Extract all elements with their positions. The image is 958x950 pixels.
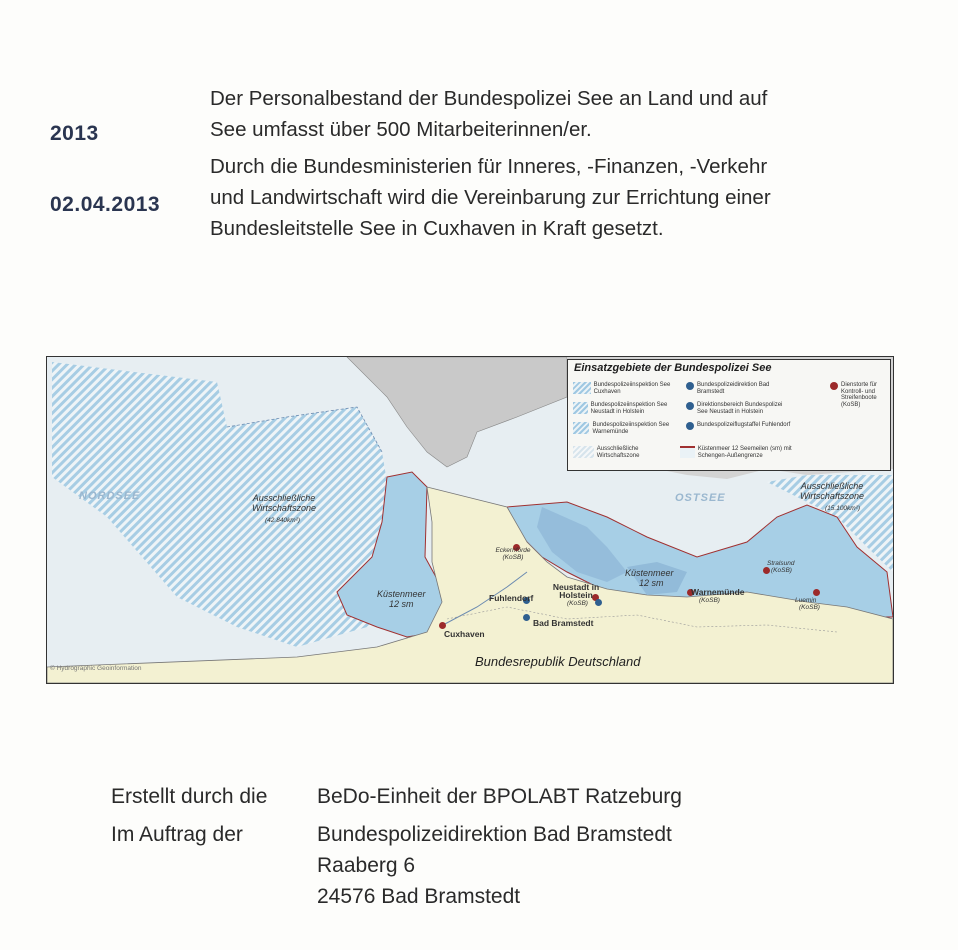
hatch-swatch-icon [573, 422, 589, 434]
label-kuestenmeer-west-sm: 12 sm [389, 599, 414, 609]
city-label: Luemin [795, 597, 817, 604]
timeline-line: Der Personalbestand der Bundespolizei See an Land und auf [210, 87, 768, 110]
timeline-date: 2013 [50, 122, 99, 145]
city-label-sub: (KoSB) [567, 600, 588, 607]
legend-text: Dienstorte für Kontroll- und Streifenboote (KoSB) [841, 382, 878, 408]
timeline-line: und Landwirtschaft wird die Vereinbarung zur Errichtung einer [210, 186, 771, 209]
city-label: Stralsund [767, 560, 795, 567]
city-label: Eckernförde (KoSB) [495, 547, 531, 561]
map-legend [567, 359, 891, 471]
hatch-swatch-icon [573, 402, 588, 414]
legend-item [573, 446, 678, 459]
legend-text: Bundespolizeidirektion Bad Bramstedt [697, 382, 770, 395]
legend-text: Ausschließliche Wirtschaftszone [596, 446, 640, 459]
label-country: Bundesrepublik Deutschland [475, 654, 641, 669]
created-by-label: Erstellt durch die [111, 785, 268, 808]
label-awz-east-area: (15.100km²) [825, 505, 861, 512]
label-awz-west-area: (42.840km²) [265, 517, 301, 524]
timeline-entry [210, 83, 767, 145]
city-dot-icon [439, 622, 446, 629]
created-by-value: BeDo-Einheit der BPOLABT Ratzeburg [317, 785, 682, 808]
city-label-sub: (KoSB) [699, 597, 720, 604]
label-nordsee: NORDSEE [79, 490, 141, 502]
legend-text: Bundespolizeiinspektion See Neustadt in Holstein [590, 402, 668, 415]
city-label: Cuxhaven [444, 629, 485, 639]
blue-dot-icon [686, 382, 694, 390]
legend-item [573, 382, 678, 395]
legend-item [686, 402, 791, 415]
legend-text: Küstenmeer 12 Seemeilen (sm) mit Schengen-Außengrenze [697, 446, 792, 459]
city-label-sub: (KoSB) [799, 604, 820, 611]
timeline-line: Durch die Bundesministerien für Inneres, -Finanzen, -Verkehr [210, 155, 768, 178]
address-line: Bundespolizeidirektion Bad Bramstedt [317, 823, 672, 846]
legend-item [680, 446, 805, 459]
hatch-swatch-icon [573, 382, 591, 394]
label-kuestenmeer-east: Küstenmeer [625, 568, 674, 578]
operations-map [46, 356, 894, 684]
legend-text: Direktionsbereich Bundespolizei See Neustadt in Holstein [697, 402, 783, 415]
city-label-sub: (KoSB) [771, 567, 792, 574]
address-line: 24576 Bad Bramstedt [317, 885, 521, 908]
legend-text: Bundespolizeiflugstaffel Fuhlendorf [697, 422, 791, 428]
city-label: Neustadt in Holstein [552, 582, 600, 600]
blue-dot-icon [686, 422, 694, 430]
label-ostsee: OSTSEE [675, 492, 726, 504]
city-label: Warnemünde [691, 587, 745, 597]
timeline-date: 02.04.2013 [50, 193, 161, 216]
address-line: Raaberg 6 [317, 854, 416, 877]
label-kuestenmeer-east-sm: 12 sm [639, 578, 664, 588]
imprint [0, 775, 958, 925]
legend-title: Einsatzgebiete der Bundespolizei See [574, 362, 772, 374]
legend-item [573, 402, 678, 415]
boundary-line-icon [680, 446, 695, 458]
label-awz-west: Ausschließliche Wirtschaftszone [252, 493, 316, 513]
city-label: Bad Bramstedt [533, 618, 594, 628]
city-dot-icon [595, 599, 602, 606]
legend-text: Bundespolizeiinspektion See Warnemünde [592, 422, 670, 435]
blue-dot-icon [686, 402, 694, 410]
legend-item [830, 382, 886, 408]
legend-text: Bundespolizeiinspektion See Cuxhaven [593, 382, 671, 395]
city-dot-icon [523, 614, 530, 621]
legend-item [686, 422, 791, 430]
label-awz-east: Ausschließliche Wirtschaftszone [800, 481, 864, 501]
timeline-line: See umfasst über 500 Mitarbeiterinnen/er. [210, 118, 592, 141]
timeline-entry [210, 151, 771, 244]
commissioned-label: Im Auftrag der [111, 823, 243, 846]
legend-item [686, 382, 791, 395]
timeline-line: Bundesleitstelle See in Cuxhaven in Kraft gesetzt. [210, 217, 664, 240]
timeline [0, 0, 958, 260]
legend-item [573, 422, 678, 435]
map-credit: © Hydrographic Geoinformation [50, 665, 142, 672]
city-dot-icon [813, 589, 820, 596]
red-dot-icon [830, 382, 838, 390]
city-dot-icon [763, 567, 770, 574]
city-label: Fuhlendorf [489, 593, 534, 603]
label-kuestenmeer-west: Küstenmeer [377, 589, 426, 599]
hatch-swatch-icon [573, 446, 594, 458]
